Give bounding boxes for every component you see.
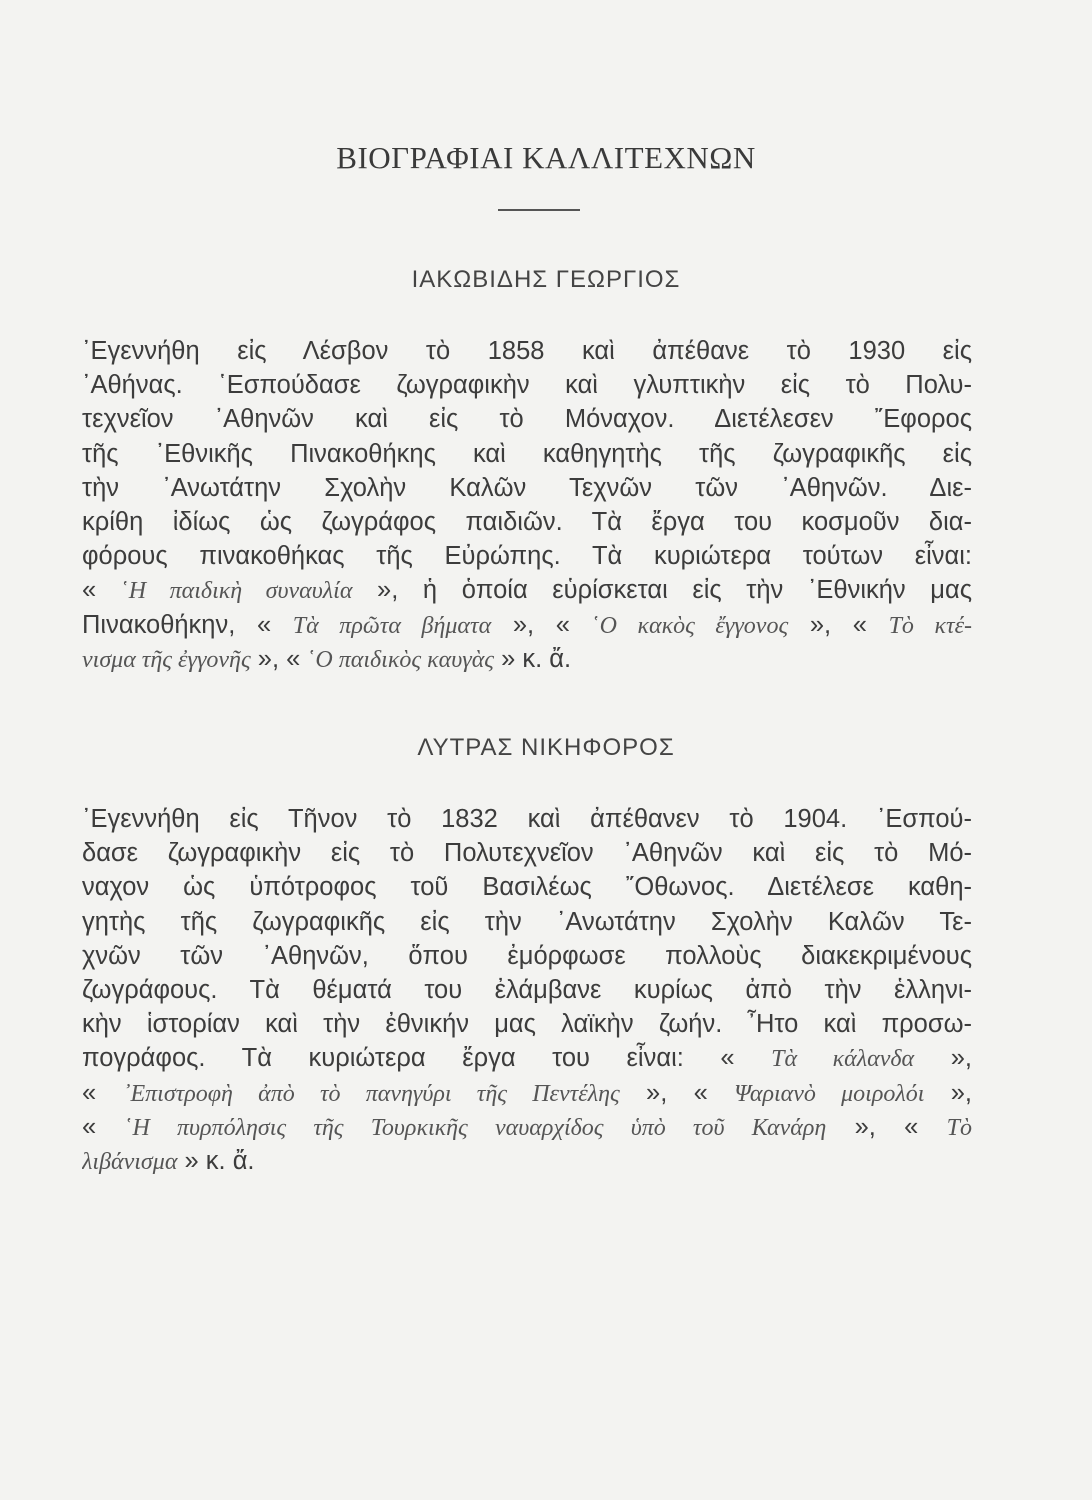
bio-line: τῆς ᾽Εθνικῆς Πινακοθήκης καὶ καθηγητὴς τῆς ζωγραφικῆς εἰς [82, 439, 972, 468]
text-run: Πινακοθήκην, « [82, 610, 293, 639]
bio-line: τὴν ᾽Ανωτάτην Σχολὴν Καλῶν Τεχνῶν τῶν ᾽Αθηνῶν. Διε- [82, 473, 972, 502]
artwork-title: Τὰ πρῶτα βήματα [292, 612, 492, 639]
biography-iakovidis [82, 334, 972, 676]
artwork-title: Τὸ [946, 1114, 972, 1141]
biography-lytras [82, 802, 972, 1178]
works-line [82, 1041, 972, 1075]
bio-line: κρίθη ἰδίως ὡς ζωγράφος παιδιῶν. Τὰ ἔργα του κοσμοῦν δια- [82, 507, 972, 536]
text-run: » κ. ἄ. [177, 1146, 255, 1175]
text-run: », « [619, 1078, 735, 1107]
text-run: », « [788, 610, 889, 639]
bio-line: γητὴς τῆς ζωγραφικῆς εἰς τὴν ᾽Ανωτάτην Σχολὴν Καλῶν Τε- [82, 907, 972, 936]
works-line [82, 642, 972, 676]
artwork-title: νισμα τῆς ἐγγονῆς [82, 646, 251, 673]
works-line [82, 1110, 972, 1144]
artist-name-iakovidis: ΙΑΚΩΒΙΔΗΣ ΓΕΩΡΓΙΟΣ [411, 266, 681, 293]
artwork-title: Τὰ κάλανδα [771, 1046, 915, 1073]
bio-line: τεχνεῖον ᾽Αθηνῶν καὶ εἰς τὸ Μόναχον. Διετέλεσεν ῎Εφορος [82, 405, 972, 434]
artwork-title: ῾Η παιδικὴ συναυλία [120, 578, 353, 605]
artwork-title: Ψαριανὸ μοιρολόι [734, 1080, 925, 1107]
works-line [82, 1144, 972, 1178]
text-run: « [82, 1112, 125, 1141]
text-run: », « [491, 610, 592, 639]
bio-line: ζωγράφους. Τὰ θέματά του ἐλάμβανε κυρίως ἀπὸ τὴν ἑλληνι- [82, 975, 972, 1004]
artwork-title: λιβάνισμα [82, 1148, 178, 1175]
bio-line: ᾽Αθήνας. ῾Εσπούδασε ζωγραφικὴν καὶ γλυπτικὴν εἰς τὸ Πολυ- [82, 371, 972, 400]
artwork-title: ῾Ο κακὸς ἔγγονος [591, 612, 789, 639]
bio-line: χνῶν τῶν ᾽Αθηνῶν, ὅπου ἐμόρφωσε πολλοὺς διακεκριμένους [82, 941, 972, 970]
artwork-title: ᾽Επιστροφὴ ἀπὸ τὸ πανηγύρι τῆς Πεντέλης [122, 1080, 620, 1107]
text-run: πογράφος. Τὰ κυριώτερα ἔργα του εἶναι: « [82, 1044, 772, 1073]
artist-name-lytras: ΛΥΤΡΑΣ ΝΙΚΗΦΟΡΟΣ [417, 734, 675, 761]
artwork-title: ῾Ο παιδικὸς καυγὰς [307, 646, 495, 673]
text-run: », [914, 1044, 972, 1073]
text-run: », « [250, 644, 308, 673]
bio-line: δασε ζωγραφικὴν εἰς τὸ Πολυτεχνεῖον ᾽Αθηνῶν καὶ εἰς τὸ Μό- [82, 839, 972, 868]
text-run: », « [826, 1112, 947, 1141]
text-run: », ἡ ὁποία εὑρίσκεται εἰς τὴν ᾽Εθνικήν μας [352, 576, 972, 605]
artwork-title: Τὸ κτέ- [888, 612, 972, 639]
title-divider [498, 209, 580, 211]
works-line [82, 1076, 972, 1110]
bio-line: ᾽Εγεννήθη εἰς Λέσβον τὸ 1858 καὶ ἀπέθανε τὸ 1930 εἰς [82, 337, 972, 365]
bio-line: κὴν ἱστορίαν καὶ τὴν ἐθνικήν μας λαϊκὴν ζωήν. ῏Ητο καὶ προσω- [82, 1010, 972, 1039]
bio-line: ναχον ὡς ὑπότροφος τοῦ Βασιλέως ῎Οθωνος. Διετέλεσε καθη- [82, 873, 972, 902]
text-run: » κ. ἄ. [494, 644, 572, 673]
text-run: « [82, 576, 121, 605]
bio-line: φόρους πινακοθήκας τῆς Εὐρώπης. Τὰ κυριώτερα τούτων εἶναι: [82, 542, 972, 571]
works-line [82, 608, 972, 642]
artwork-title: ῾Η πυρπόλησις τῆς Τουρκικῆς ναυαρχίδος ὑπὸ τοῦ Κανάρη [124, 1114, 827, 1141]
text-run: « [82, 1078, 123, 1107]
page-title: ΒΙΟΓΡΑΦΙΑΙ ΚΑΛΛΙΤΕΧΝΩΝ [336, 140, 756, 175]
bio-line: ᾽Εγεννήθη εἰς Τῆνον τὸ 1832 καὶ ἀπέθανεν τὸ 1904. ᾽Εσπού- [82, 805, 972, 833]
text-run: », [924, 1078, 972, 1107]
works-line [82, 573, 972, 607]
